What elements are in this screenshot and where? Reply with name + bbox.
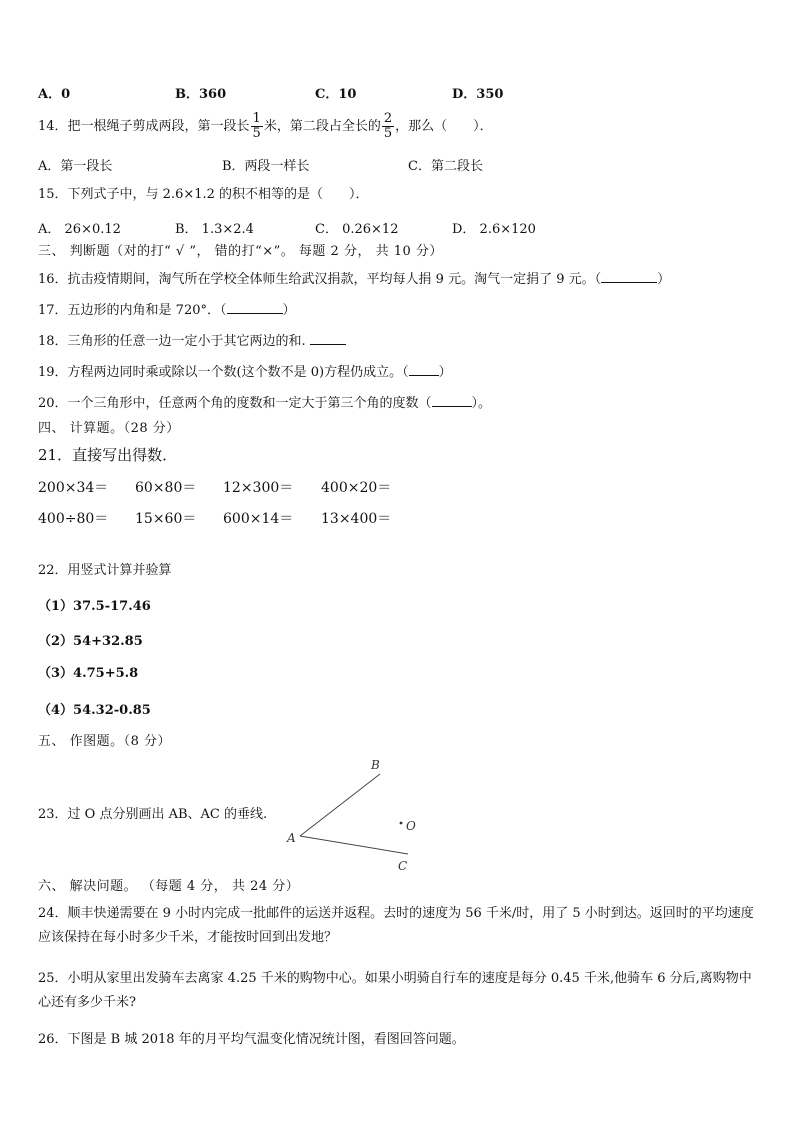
- answer-blank[interactable]: [432, 394, 472, 407]
- question-26: 26．下图是 B 城 2018 年的月平均气温变化情况统计图，看图回答问题。: [38, 1032, 465, 1047]
- q15-option-c: C． 0.26×12: [315, 222, 399, 237]
- answer-blank[interactable]: [227, 301, 283, 314]
- question-18: 18．三角形的任意一边一定小于其它两边的和.: [38, 332, 346, 351]
- label-b: B: [371, 758, 380, 772]
- fraction-one-fifth: $\frac{1}{5}$: [252, 111, 261, 141]
- question-14: [38, 112, 493, 141]
- q22-item-3: （3）4.75+5.8: [38, 666, 139, 681]
- section-6-heading: 六、 解决问题。 （每题 4 分， 共 24 分）: [38, 879, 300, 894]
- answer-blank[interactable]: [310, 332, 346, 345]
- q13-option-a: A．0: [38, 87, 71, 102]
- section-4-heading: 四、 计算题。（28 分）: [38, 421, 180, 436]
- question-24: 24．顺丰快递需要在 9 小时内完成一批邮件的运送并返程。去时的速度为 56 千米/时，用了 5 小时到达。返回时的平均速度应该保持在每小时多少千米，才能按时回到出发地？: [38, 906, 754, 945]
- label-a: A: [287, 831, 296, 845]
- q22-item-2: （2）54+32.85: [38, 634, 143, 649]
- label-c: C: [398, 859, 408, 873]
- calc-item: 15×60＝: [135, 511, 197, 527]
- q13-option-c: C．10: [315, 87, 357, 102]
- calc-item: 600×14＝: [223, 511, 294, 527]
- point-o: [400, 822, 403, 825]
- question-22: 22．用竖式计算并验算: [38, 563, 172, 578]
- ray-ac: [300, 836, 408, 854]
- q13-option-d: D．350: [452, 87, 504, 102]
- question-25: 25．小明从家里出发骑车去离家 4.25 千米的购物中心。如果小明骑自行车的速度是每分 0.45 千米,他骑车 6 分后,离购物中心还有多少千米?: [38, 971, 752, 1010]
- q15-option-b: B． 1.3×2.4: [175, 222, 254, 237]
- q14-suffix: ，那么（ ）．: [395, 119, 493, 134]
- question-15: 15．下列式子中，与 2.6×1.2 的积不相等的是（ ）．: [38, 187, 369, 202]
- answer-blank[interactable]: [601, 270, 657, 283]
- question-19: 19．方程两边同时乘或除以一个数(这个数不是 0)方程仍成立。（ ）: [38, 365, 452, 380]
- angle-figure: [280, 752, 420, 877]
- q15-option-a: A． 26×0.12: [38, 222, 121, 237]
- q15-option-d: D． 2.6×120: [452, 222, 536, 237]
- question-21: 21．直接写出得数．: [38, 446, 178, 464]
- question-16: 16．抗击疫情期间，淘气所在学校全体师生给武汉捐款，平均每人捐 9 元。淘气一定捐了 9 元。（ ）: [38, 272, 671, 287]
- calc-item: 60×80＝: [135, 480, 197, 496]
- section-3-heading: 三、 判断题（对的打“ √ ”， 错的打“×”。 每题 2 分， 共 10 分）: [38, 244, 443, 259]
- q14-option-a: A．第一段长: [38, 159, 113, 174]
- question-23: 23．过 O 点分别画出 AB、AC 的垂线.: [38, 807, 268, 822]
- calc-item: 400÷80＝: [38, 511, 109, 527]
- label-o: O: [406, 819, 416, 833]
- q13-option-b: B．360: [175, 87, 227, 102]
- calc-item: 12×300＝: [223, 480, 294, 496]
- question-17: 17．五边形的内角和是 720°．（ ）: [38, 303, 296, 318]
- answer-blank[interactable]: [409, 363, 439, 376]
- q14-option-b: B．两段一样长: [222, 159, 310, 174]
- question-20: 20．一个三角形中，任意两个角的度数和一定大于第三个角的度数（ ）。: [38, 396, 492, 411]
- section-5-heading: 五、 作图题。（8 分）: [38, 734, 172, 749]
- q14-prefix: 14．把一根绳子剪成两段，第一段长: [38, 119, 250, 134]
- ray-ab: [300, 774, 380, 836]
- fraction-two-fifths: $\frac{2}{5}$: [383, 111, 393, 141]
- calc-item: 400×20＝: [321, 480, 392, 496]
- calc-item: 13×400＝: [321, 511, 392, 527]
- q14-option-c: C．第二段长: [408, 159, 483, 174]
- q22-item-4: （4）54.32-0.85: [38, 703, 151, 718]
- q14-mid: 米，第二段占全长的: [263, 119, 381, 134]
- q22-item-1: （1）37.5-17.46: [38, 599, 151, 614]
- calc-item: 200×34＝: [38, 480, 109, 496]
